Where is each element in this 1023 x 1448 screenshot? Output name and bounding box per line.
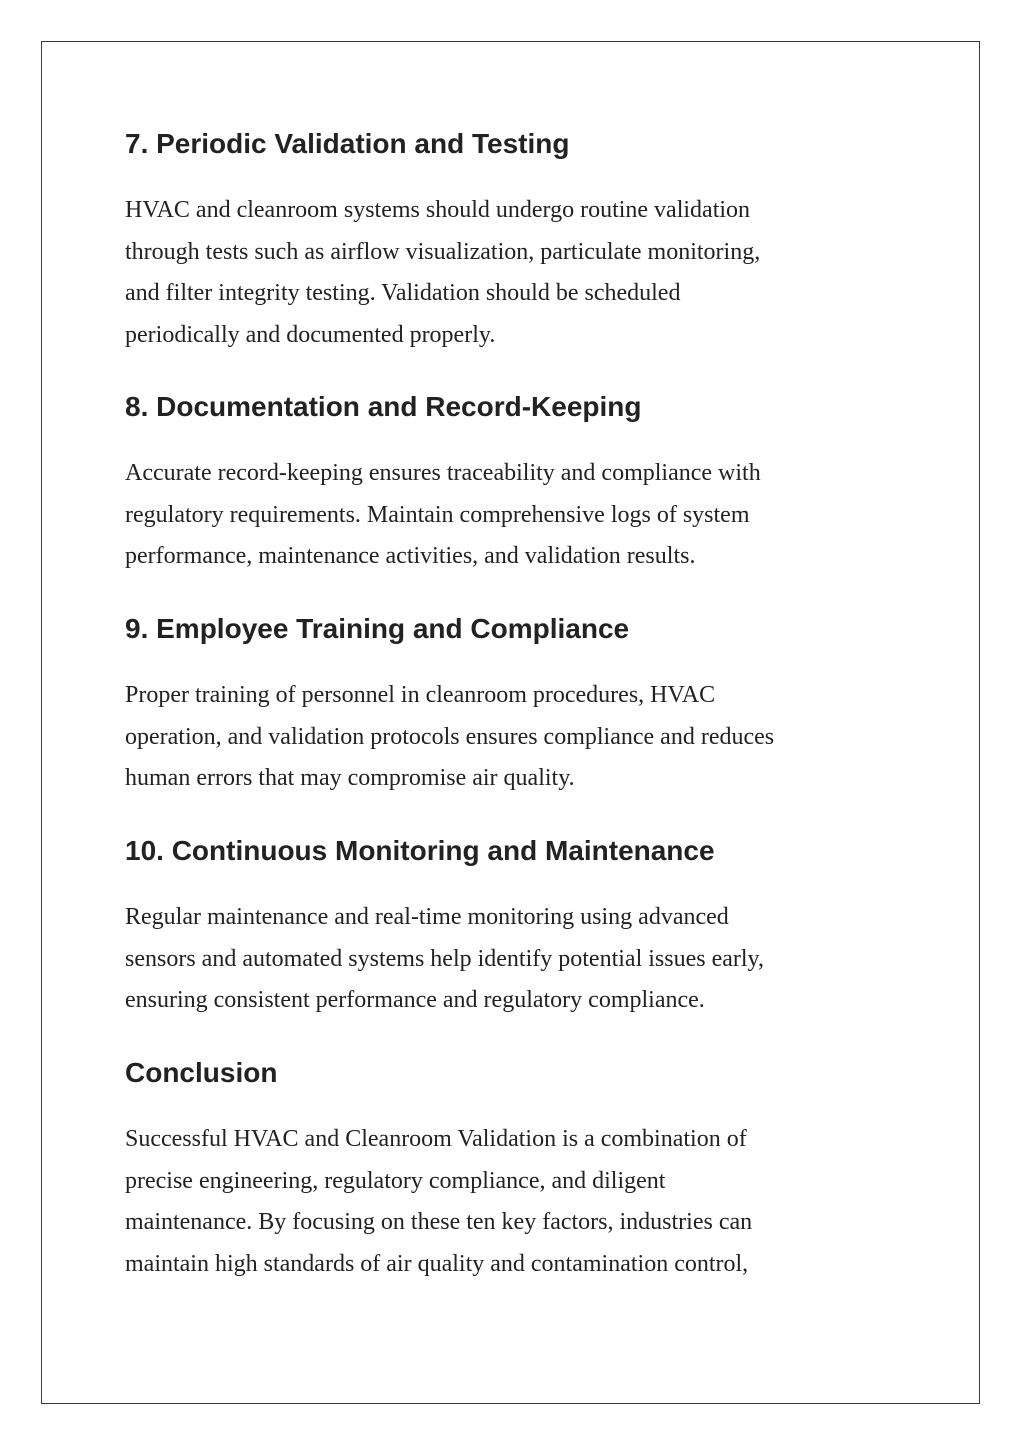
section-employee-training <box>125 612 915 800</box>
paragraph-line: Proper training of personnel in cleanroom procedures, HVAC <box>125 682 716 708</box>
section-heading: Conclusion <box>125 1057 278 1088</box>
section-paragraph <box>125 453 915 578</box>
paragraph-line: HVAC and cleanroom systems should undergo routine validation <box>125 197 751 223</box>
paragraph-line: sensors and automated systems help identify potential issues early, <box>125 945 764 972</box>
paragraph-line: operation, and validation protocols ensures compliance and reduces <box>125 723 775 750</box>
section-periodic-validation <box>125 127 915 356</box>
paragraph-line: and filter integrity testing. Validation should be scheduled <box>125 280 681 306</box>
document-page <box>41 41 980 1404</box>
paragraph-line: precise engineering, regulatory compliance, and diligent <box>125 1167 666 1194</box>
section-heading: 8. Documentation and Record-Keeping <box>125 391 642 422</box>
section-paragraph <box>125 190 915 356</box>
paragraph-line: maintain high standards of air quality and contamination control, <box>125 1250 749 1277</box>
section-heading: 7. Periodic Validation and Testing <box>125 128 570 159</box>
section-heading: 10. Continuous Monitoring and Maintenance <box>125 835 715 866</box>
paragraph-line: Accurate record-keeping ensures traceability and compliance with <box>125 460 761 486</box>
paragraph-line: regulatory requirements. Maintain comprehensive logs of system <box>125 501 750 528</box>
paragraph-line: periodically and documented properly. <box>125 321 496 348</box>
paragraph-line: human errors that may compromise air quality. <box>125 765 575 791</box>
paragraph-line: ensuring consistent performance and regulatory compliance. <box>125 987 705 1013</box>
section-documentation <box>125 390 915 578</box>
section-paragraph <box>125 675 915 800</box>
section-continuous-monitoring <box>125 834 915 1022</box>
paragraph-line: through tests such as airflow visualization, particulate monitoring, <box>125 238 761 265</box>
section-conclusion <box>125 1056 915 1285</box>
section-paragraph <box>125 897 915 1022</box>
paragraph-line: maintenance. By focusing on these ten key factors, industries can <box>125 1209 753 1235</box>
paragraph-line: performance, maintenance activities, and validation results. <box>125 543 696 569</box>
paragraph-line: Regular maintenance and real-time monitoring using advanced <box>125 904 729 930</box>
section-heading: 9. Employee Training and Compliance <box>125 613 630 644</box>
section-paragraph <box>125 1119 915 1285</box>
paragraph-line: Successful HVAC and Cleanroom Validation is a combination of <box>125 1126 747 1152</box>
